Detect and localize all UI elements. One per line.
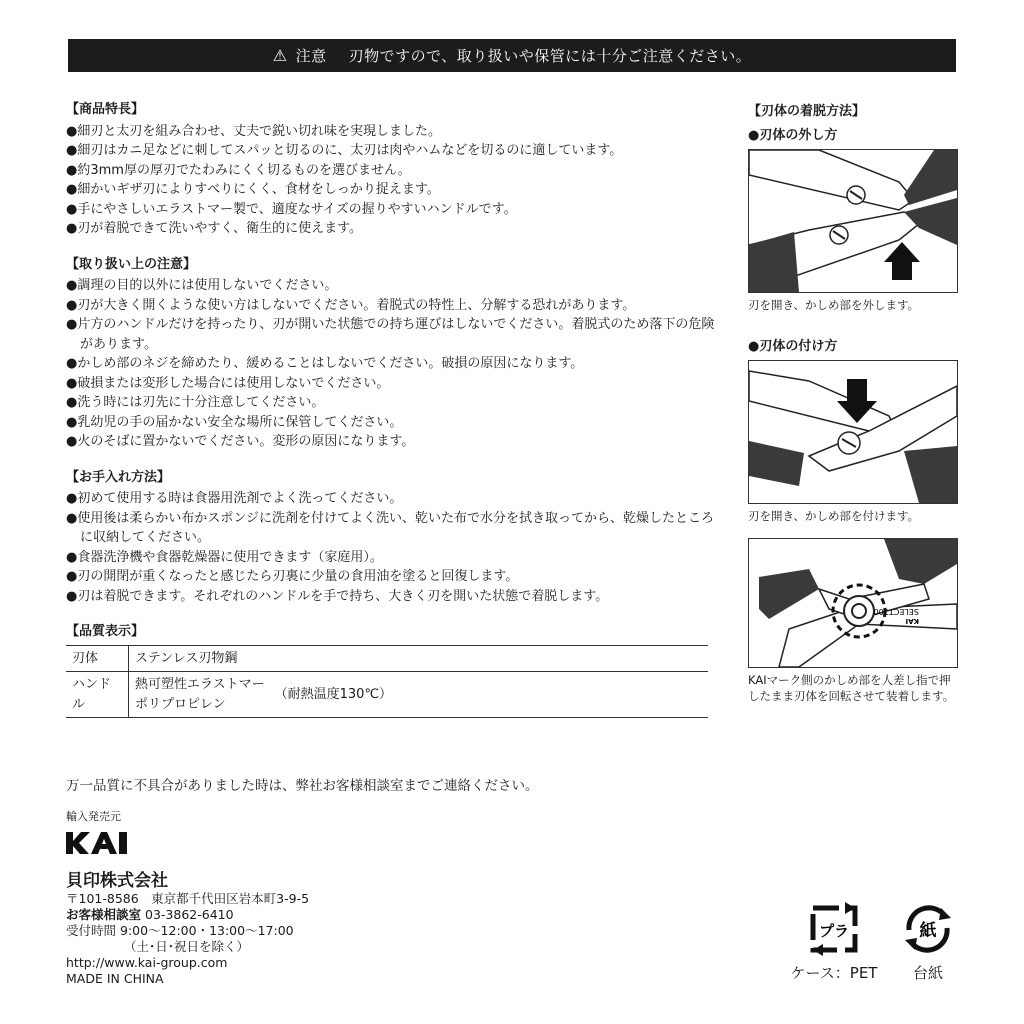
warning-label: 注意 — [295, 47, 327, 65]
quality-heading: 【品質表示】 — [66, 624, 145, 639]
remove-figure — [748, 149, 958, 293]
hours-note: （土･日･祝日を除く） — [124, 939, 250, 954]
list-item: ●洗う時には刃先に十分注意してください。 — [66, 395, 325, 410]
care-section — [66, 468, 716, 607]
handle-note: （耐熱温度130℃） — [274, 686, 393, 702]
support-phone: 03-3862-6410 — [145, 907, 234, 922]
list-item: ●乳幼児の手の届かない安全な場所に保管してください。 — [66, 414, 403, 430]
list-item: ●刃の開閉が重くなったと感じたら刃裏に少量の食用油を塗ると回復します。 — [66, 569, 519, 584]
attach-title: ●刃体の付け方 — [748, 339, 838, 354]
case-recycle-mark — [782, 900, 886, 983]
handle-value-2: ポリプロピレン — [135, 696, 226, 712]
list-item: ●約3mm厚の厚刃でたわみにくく切るものを選びません。 — [66, 162, 411, 178]
attach-method-heading: 【刃体の着脱方法】 — [748, 104, 866, 119]
left-column — [66, 100, 716, 718]
warning-text: 刃物ですので、取り扱いや保管には十分ご注意ください。 — [348, 47, 752, 65]
list-item: ●かしめ部のネジを締めたり、緩めることはしないでください。破損の原因になります。 — [66, 356, 584, 371]
hours: 受付時間 9:00～12:00・13:00～17:00 — [66, 923, 294, 938]
handling-heading: 【取り扱い上の注意】 — [66, 256, 197, 272]
list-item: ●細かいギザ刃によりすべりにくく、食材をしっかり捉えます。 — [66, 182, 440, 197]
remove-title: ●刃体の外し方 — [748, 128, 838, 143]
company-name: 貝印株式会社 — [66, 871, 168, 891]
handle-value-cell — [129, 672, 709, 718]
handle-key: ハンドル — [66, 672, 129, 718]
warning-banner — [68, 39, 956, 72]
blade-key: 刃体 — [66, 645, 129, 672]
board-recycle-mark — [896, 900, 960, 983]
case-label: ケース：PET — [790, 964, 878, 982]
attach-caption: 刃を開き、かしめ部を付けます。 — [748, 509, 920, 523]
care-heading: 【お手入れ方法】 — [66, 469, 171, 485]
list-item: ●刃が大きく開くような使い方はしないでください。着脱式の特性上、分解する恐れがあります。 — [66, 297, 636, 313]
scissors-rotate-icon — [749, 539, 957, 667]
quality-table — [66, 645, 708, 719]
plastic-recycle-icon — [805, 900, 863, 958]
attach-figure — [748, 360, 958, 504]
list-item: ●細刃と太刃を組み合わせ、丈夫で鋭い切れ味を実現しました。 — [66, 123, 441, 139]
handling-section — [66, 255, 716, 452]
list-item: ●初めて使用する時は食器用洗剤でよく洗ってください。 — [66, 491, 403, 506]
rotate-caption: KAIマーク側のかしめ部を人差し指で押したまま刃体を回転させて装着します。 — [748, 673, 955, 703]
list-item: ●使用後は柔らかい布かスポンジに洗剤を付けてよく洗い、乾いた布で水分を拭き取ってから、乾燥したところに収納してください。 — [66, 510, 715, 545]
list-item: ●食器洗浄機や食器乾燥器に使用できます（家庭用）。 — [66, 549, 383, 565]
list-item: ●細刃はカニ足などに刺してスパッと切るのに、太刃は肉やハムなどを切るのに適しています。 — [66, 143, 623, 158]
scissors-remove-icon — [749, 150, 957, 292]
board-label: 台紙 — [912, 964, 943, 982]
remove-caption: 刃を開き、かしめ部を外します。 — [748, 298, 920, 312]
warning-icon: ⚠ — [272, 46, 288, 65]
company-url[interactable]: http://www.kai-group.com — [66, 955, 228, 970]
features-heading: 【商品特長】 — [66, 102, 145, 117]
list-item: ●調理の目的以外には使用しないでください。 — [66, 278, 338, 293]
origin: MADE IN CHINA — [66, 971, 164, 986]
quality-section — [66, 622, 716, 718]
support-label: お客様相談室 — [66, 907, 142, 922]
list-item: ●片方のハンドルだけを持ったり、刃が開いた状態での持ち運びはしないでください。着脱式のため落下の危険があります。 — [66, 317, 715, 352]
handle-value-1: 熱可塑性エラストマー — [135, 677, 265, 692]
list-item: ●刃が着脱できて洗いやすく、衛生的に使えます。 — [66, 221, 363, 236]
table-row — [66, 672, 708, 718]
company-address — [66, 891, 309, 987]
list-item: ●破損または変形した場合には使用しないでください。 — [66, 375, 390, 391]
paper-mark-text: 紙 — [919, 921, 937, 941]
scissors-attach-icon — [749, 361, 957, 503]
table-row — [66, 645, 708, 672]
rotate-figure — [748, 538, 958, 668]
kai-logo — [66, 828, 130, 860]
plastic-mark-text: プラ — [818, 922, 850, 940]
blade-kai-mark: KAI — [905, 617, 919, 625]
support-line — [66, 907, 309, 923]
blade-value: ステンレス刃物鋼 — [129, 645, 709, 672]
contact-note: 万一品質に不具合がありました時は、弊社お客様相談室までご連絡ください。 — [66, 778, 539, 794]
list-item: ●手にやさしいエラストマー製で、適度なサイズの握りやすいハンドルです。 — [66, 201, 517, 217]
blade-marking: SELECT100 — [873, 607, 919, 616]
paper-recycle-icon — [899, 900, 957, 958]
list-item: ●火のそばに置かないでください。変形の原因になります。 — [66, 434, 415, 449]
postal-address: 〒101-8586 東京都千代田区岩本町3-9-5 — [66, 891, 310, 906]
features-section — [66, 100, 716, 239]
list-item: ●刃は着脱できます。それぞれのハンドルを手で持ち、大きく刃を開いた状態で着脱します。 — [66, 588, 609, 604]
importer-label: 輸入発売元 — [66, 810, 121, 823]
right-column — [748, 100, 958, 704]
